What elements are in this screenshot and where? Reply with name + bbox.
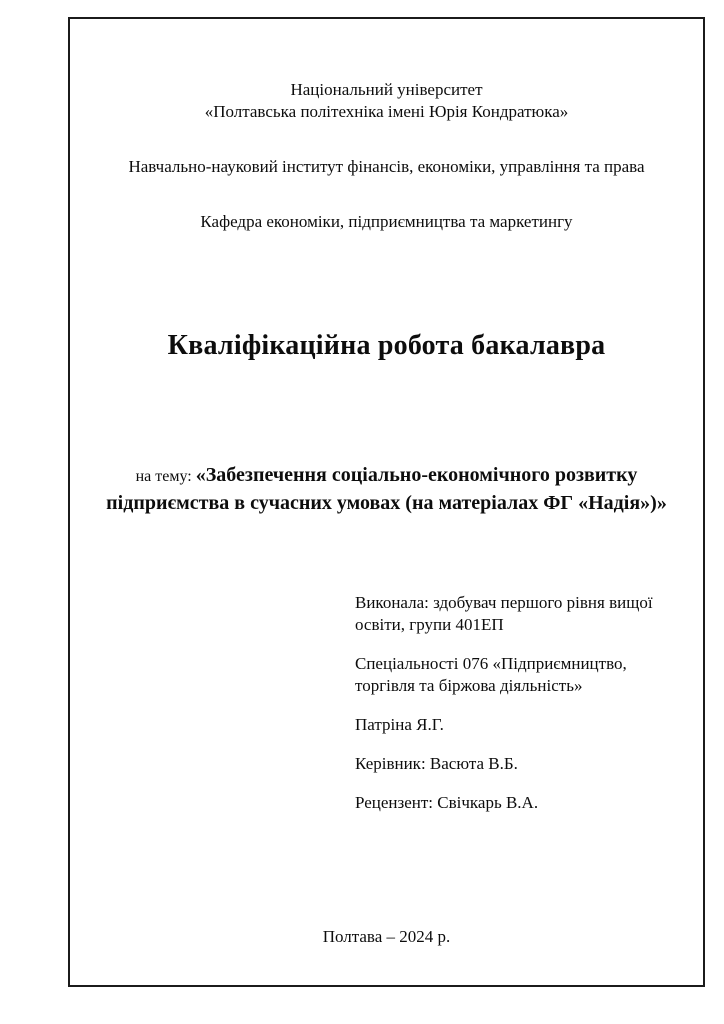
credits-supervisor: Керівник: Васюта В.Б. [355,754,518,773]
credits-author: Патріна Я.Г. [355,715,444,734]
university-line1: Національний університет [290,80,483,99]
credits-reviewer: Рецензент: Свічкарь В.А. [355,793,539,812]
topic-prefix: на тему: [135,468,196,485]
topic-paragraph [72,462,701,517]
university-name [68,79,705,123]
department-name [68,211,705,233]
institute-name [68,156,705,178]
work-title [68,328,705,364]
university-line2: «Полтавська політехніка імені Юрія Кондратюка» [204,102,569,121]
footer-city-year [68,926,705,948]
credits-block [355,592,669,831]
credits-specialty: Спеціальності 076 «Підприємництво, торгівля та біржова діяльність» [355,654,627,695]
institute-line: Навчально-науковий інститут фінансів, економіки, управління та права [128,157,645,176]
credits-executor: Виконала: здобувач першого рівня вищої освіти, групи 401ЕП [355,593,653,634]
topic-line [72,462,701,517]
topic-title: «Забезпечення соціально-економічного розвитку підприємства в сучасних умовах (на матеріалах ФГ «Надія»)» [106,464,667,514]
work-title-text: Кваліфікаційна робота бакалавра [167,330,606,361]
department-line: Кафедра економіки, підприємництва та маркетингу [200,212,573,231]
footer-text: Полтава – 2024 р. [322,927,451,946]
